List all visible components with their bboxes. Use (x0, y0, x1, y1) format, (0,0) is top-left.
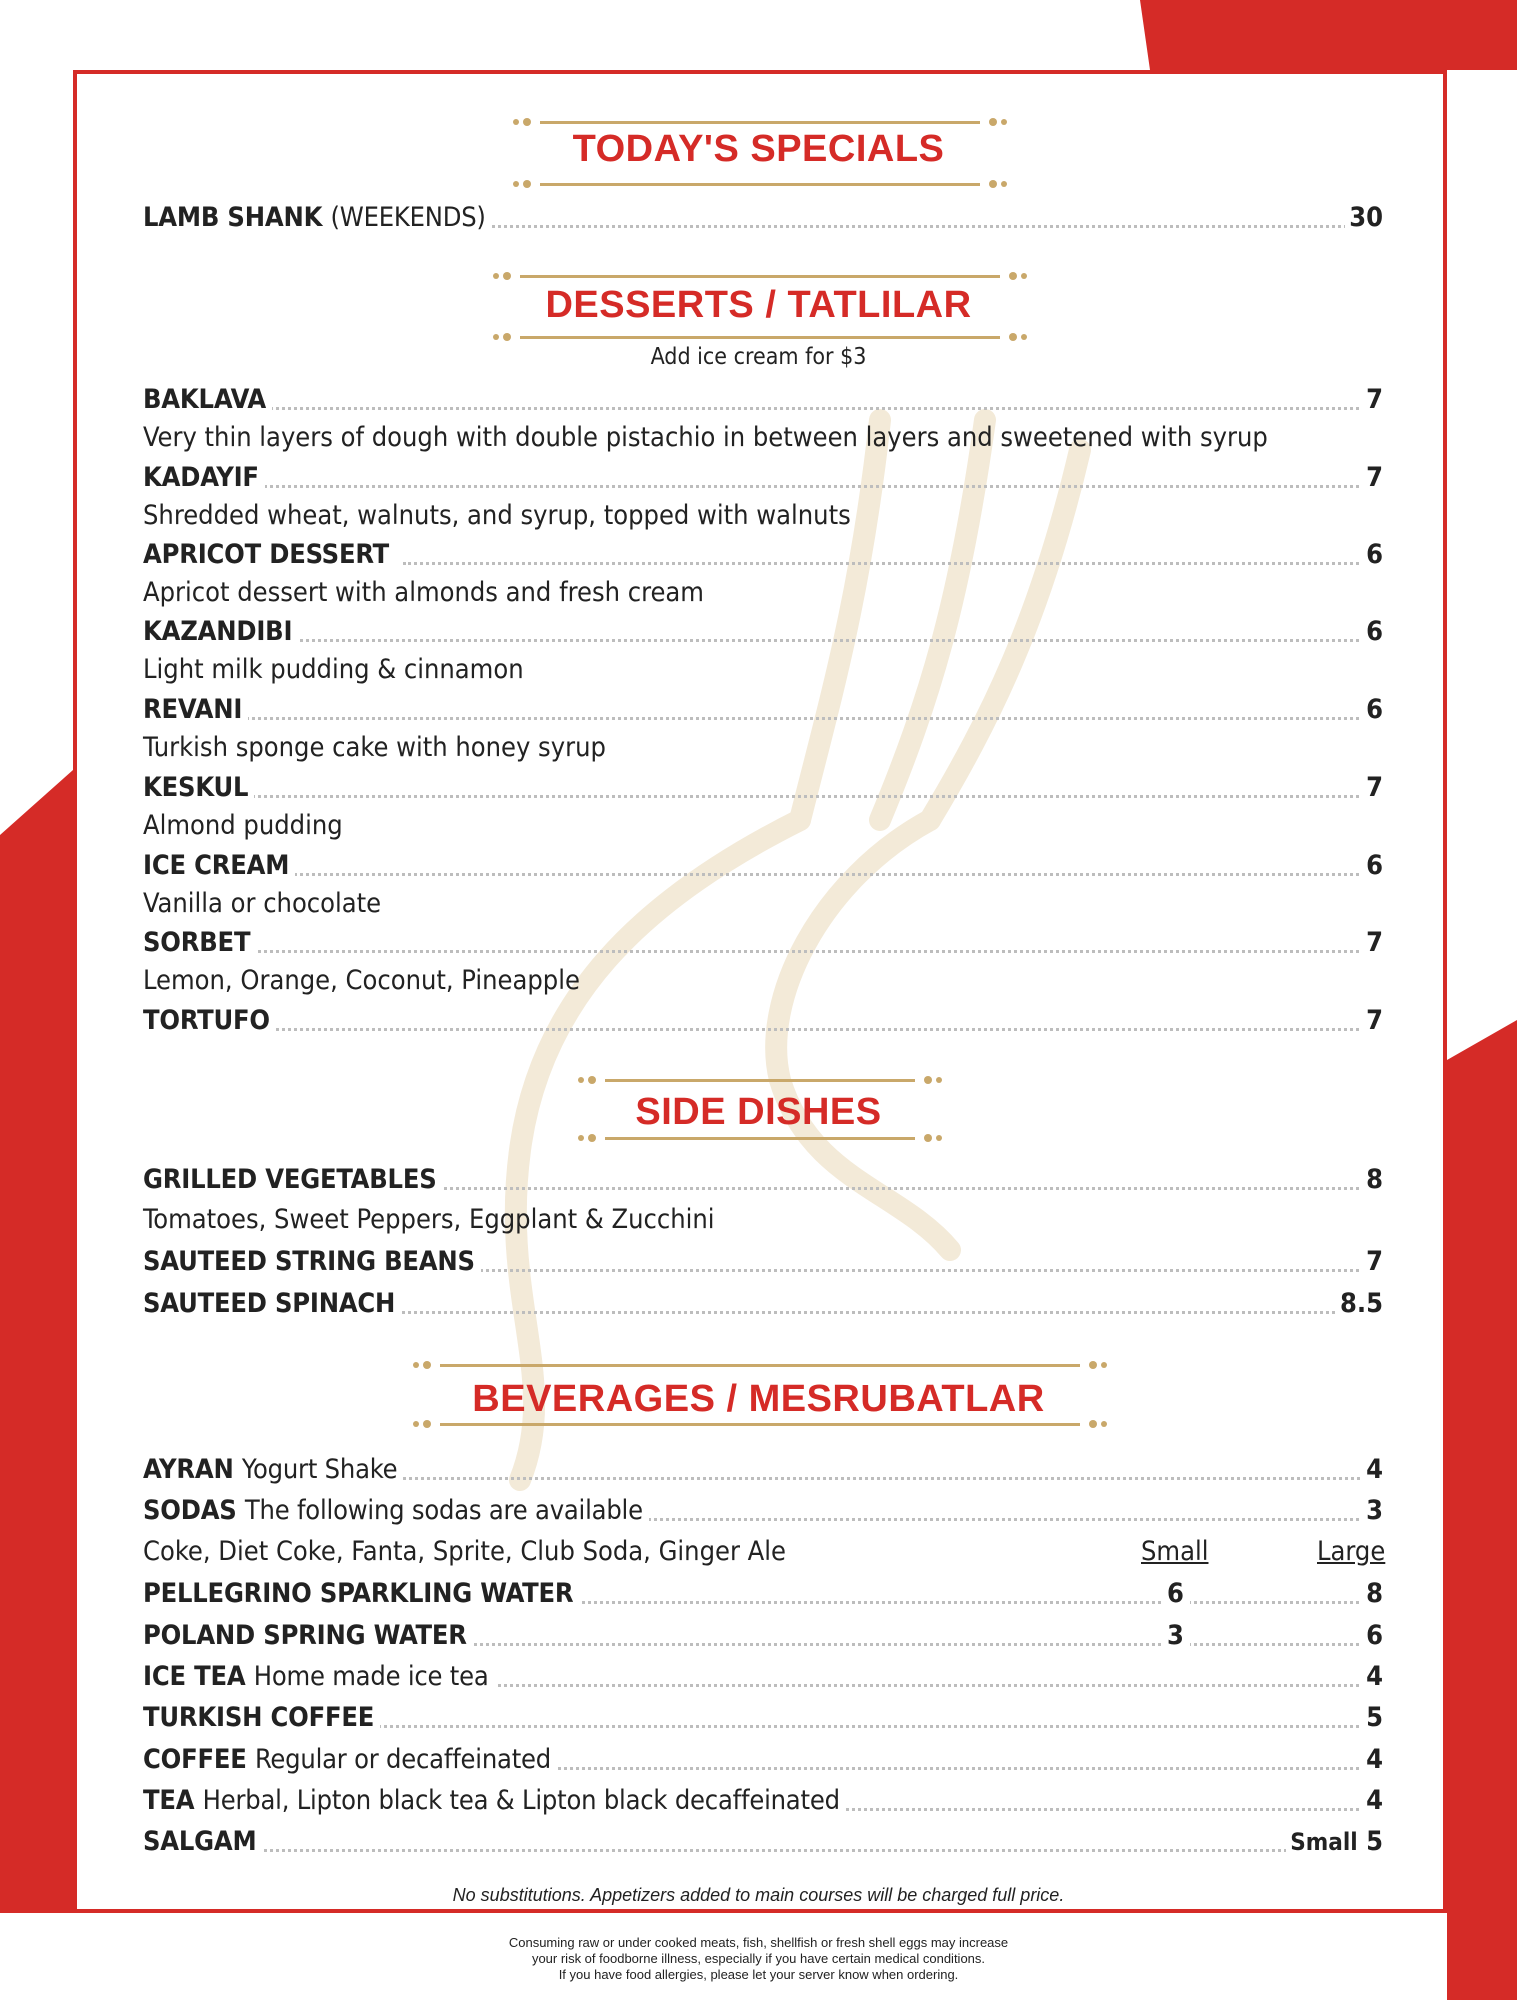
menu-item-sorbet (143, 923, 1383, 963)
item-price-small: 3 (1161, 1616, 1190, 1656)
section-title: BEVERAGES / MESRUBATLAR (472, 1378, 1045, 1420)
item-name: LAMB SHANK (143, 202, 323, 233)
column-header-small: Small (1141, 1536, 1209, 1567)
menu-item-poland-spring (143, 1616, 1383, 1656)
item-note: The following sodas are available (244, 1495, 643, 1526)
item-note: Yogurt Shake (241, 1454, 398, 1485)
menu-item-salgam (143, 1822, 1383, 1862)
ice-cream-note: Add ice cream for $3 (650, 344, 867, 370)
item-name: SORBET (143, 923, 256, 963)
item-description: Turkish sponge cake with honey syrup (143, 732, 606, 763)
item-price: 4 (1362, 1657, 1383, 1697)
menu-item-sodas (143, 1491, 1383, 1531)
item-name: AYRAN (143, 1454, 234, 1485)
section-header-desserts (0, 286, 1517, 324)
item-name: PELLEGRINO SPARKLING WATER (143, 1574, 579, 1614)
menu-item-keskul (143, 768, 1383, 808)
menu-item-kadayif (143, 458, 1383, 498)
menu-item-pellegrino (143, 1574, 1383, 1614)
menu-item-tea (143, 1781, 1383, 1821)
item-price: 6 (1362, 612, 1383, 652)
item-note: Herbal, Lipton black tea & Lipton black decaffeinated (202, 1785, 840, 1816)
warning-line: your risk of foodborne illness, especially if you have certain medical conditions. (531, 1951, 986, 1966)
item-description: Almond pudding (143, 810, 343, 841)
item-name: TURKISH COFFEE (143, 1698, 380, 1738)
column-header-large: Large (1317, 1536, 1386, 1567)
item-price: 6 (1362, 846, 1383, 886)
item-price: 6 (1362, 690, 1383, 730)
item-name: ICE CREAM (143, 846, 295, 886)
item-price: 7 (1362, 458, 1383, 498)
item-price: 30 (1345, 198, 1383, 238)
item-price-large: 8 (1362, 1574, 1383, 1614)
item-price: 4 (1362, 1450, 1383, 1490)
item-name: SODAS (143, 1495, 237, 1526)
menu-item-tortufo (143, 1001, 1383, 1041)
item-name: GRILLED VEGETABLES (143, 1160, 443, 1200)
item-price-large: 6 (1362, 1616, 1383, 1656)
menu-item-sauteed-string-beans (143, 1242, 1383, 1282)
item-name: KESKUL (143, 768, 254, 808)
menu-item-baklava (143, 380, 1383, 420)
warning-line: If you have food allergies, please let your server know when ordering. (558, 1967, 959, 1982)
item-note: Home made ice tea (253, 1661, 489, 1692)
item-description: Apricot dessert with almonds and fresh cream (143, 577, 704, 608)
section-title: SIDE DISHES (635, 1091, 882, 1133)
item-description: Tomatoes, Sweet Peppers, Eggplant & Zucchini (143, 1204, 715, 1235)
item-description: Light milk pudding & cinnamon (143, 654, 524, 685)
item-size: Small (1290, 1828, 1358, 1856)
item-price: 5 (1366, 1826, 1383, 1857)
item-price-small: 6 (1161, 1574, 1190, 1614)
item-note: (WEEKENDS) (330, 202, 486, 233)
section-header-sides (0, 1093, 1517, 1131)
item-name: KAZANDIBI (143, 612, 298, 652)
menu-item-sauteed-spinach (143, 1284, 1383, 1324)
item-name: BAKLAVA (143, 380, 272, 420)
item-price: 8 (1362, 1160, 1383, 1200)
menu-item-ayran (143, 1450, 1383, 1490)
menu-item-apricot-dessert (143, 535, 1383, 575)
item-price: 5 (1362, 1698, 1383, 1738)
item-description: Vanilla or chocolate (143, 888, 382, 919)
food-safety-warning (0, 1935, 1517, 1983)
item-price: 3 (1362, 1491, 1383, 1531)
item-price: 7 (1362, 380, 1383, 420)
item-price: 4 (1362, 1740, 1383, 1780)
menu-item-ice-cream (143, 846, 1383, 886)
warning-line: Consuming raw or under cooked meats, fish, shellfish or fresh shell eggs may increase (508, 1935, 1009, 1950)
item-name: POLAND SPRING WATER (143, 1616, 473, 1656)
menu-item-grilled-vegetables (143, 1160, 1383, 1200)
item-note: Regular or decaffeinated (254, 1744, 552, 1775)
section-title: TODAY'S SPECIALS (572, 128, 945, 170)
item-name: COFFEE (143, 1744, 247, 1775)
item-price: 8.5 (1336, 1284, 1383, 1324)
item-name: SALGAM (143, 1822, 262, 1862)
item-name: TEA (143, 1785, 195, 1816)
item-price: 7 (1362, 768, 1383, 808)
section-title: DESSERTS / TATLILAR (545, 284, 972, 326)
item-name: KADAYIF (143, 458, 265, 498)
item-description: Very thin layers of dough with double pistachio in between layers and sweetened with syrup (143, 422, 1268, 453)
menu-item-turkish-coffee (143, 1698, 1383, 1738)
menu-item-lamb-shank (143, 198, 1383, 238)
item-name: SAUTEED STRING BEANS (143, 1242, 481, 1282)
section-header-beverages (0, 1380, 1517, 1418)
item-price: 4 (1362, 1781, 1383, 1821)
item-name: ICE TEA (143, 1661, 246, 1692)
item-description: Lemon, Orange, Coconut, Pineapple (143, 965, 580, 996)
menu-item-kazandibi (143, 612, 1383, 652)
item-price: 7 (1362, 1242, 1383, 1282)
item-description: Coke, Diet Coke, Fanta, Sprite, Club Soda, Ginger Ale (143, 1536, 786, 1567)
section-header-specials (0, 130, 1517, 168)
substitution-note: No substitutions. Appetizers added to main courses will be charged full price. (452, 1885, 1065, 1905)
item-name: TORTUFO (143, 1001, 276, 1041)
menu-item-ice-tea (143, 1657, 1383, 1697)
item-price: 7 (1362, 1001, 1383, 1041)
menu-item-revani (143, 690, 1383, 730)
item-name: APRICOT DESSERT (143, 535, 395, 575)
item-name: REVANI (143, 690, 248, 730)
item-price: 6 (1362, 535, 1383, 575)
item-description: Shredded wheat, walnuts, and syrup, topped with walnuts (143, 500, 851, 531)
item-name: SAUTEED SPINACH (143, 1284, 401, 1324)
menu-item-coffee (143, 1740, 1383, 1780)
item-price: 7 (1362, 923, 1383, 963)
